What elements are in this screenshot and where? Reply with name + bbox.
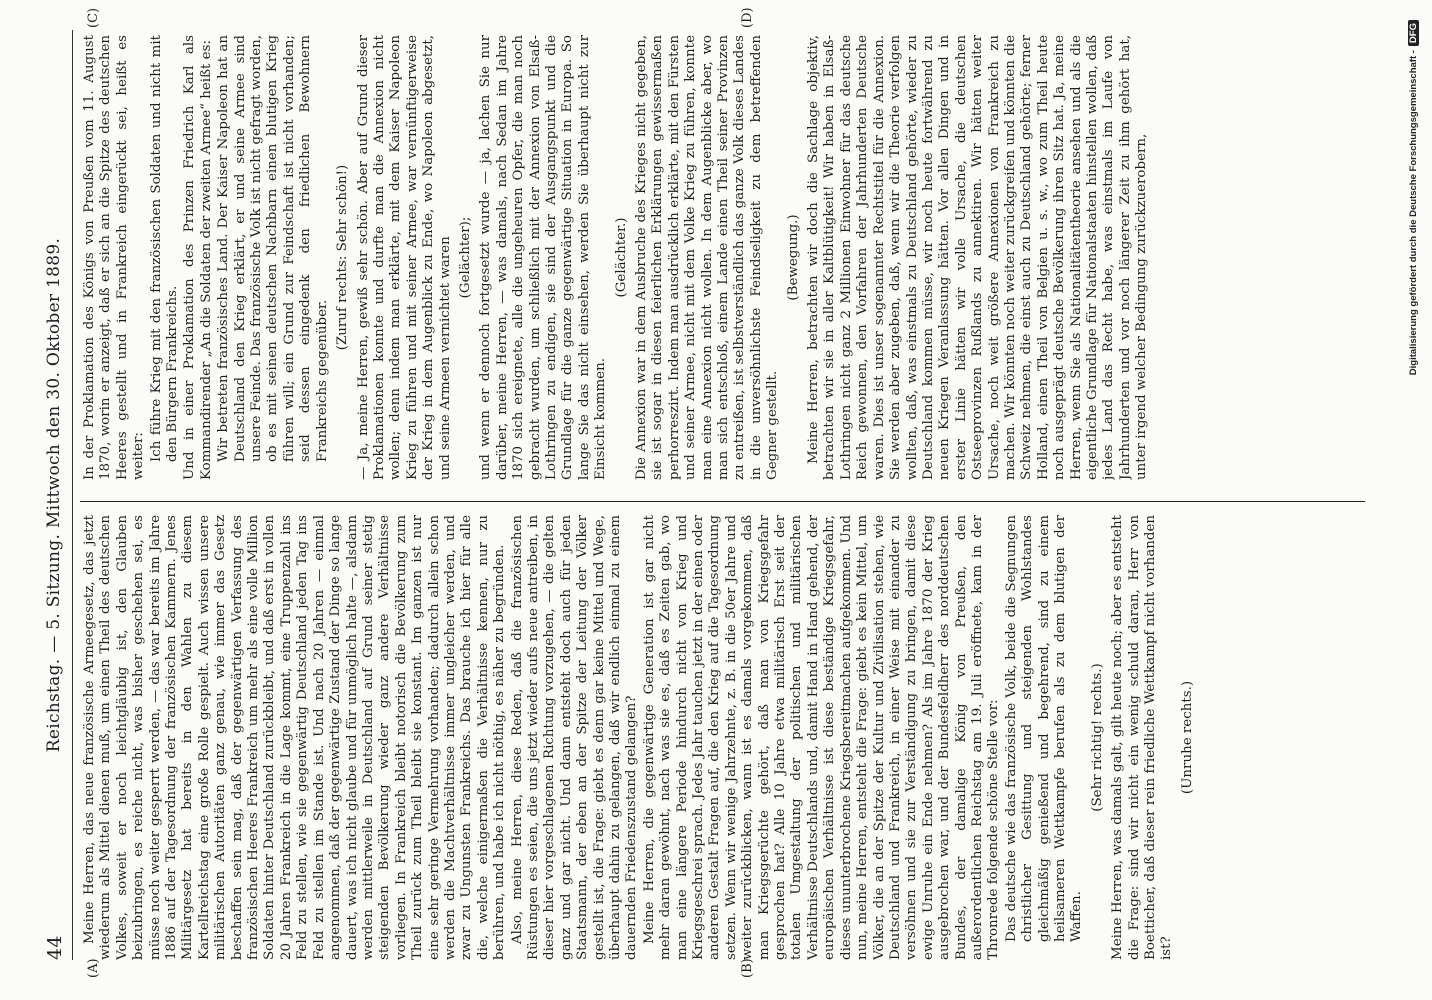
interjection: (Gelächter.) [613,217,629,298]
paragraph: Meine Herren, betrachten wir doch die Sachlage objektiv, betrachten wir sie in aller Kaltblütigkeit! Wir haben in Elsaß-Lothringen nicht ganz 2 Millionen Einwohner für das deutsche Reich gewonnen, den Vorfahren der Jahrhunderten Deutsche waren. Dies ist unser sogenannter Rechtstitel für die Annexion. Sie werden aber zugeben, daß, wenn wir die Theorie verfolgen wollten, daß, was einstmals zu Deutschland gehörte, wieder zu Deutschland kommen müsse, wir noch heute fortwährend zu neuen Kriegen Veranlassung hätten. Vor allen Dingen und in erster Linie hätten wir volle Ursache, die deutschen Ostseeprovinzen Rußlands zu annektiren. Wir hätten weiter Ursache, noch weit größere Annexionen von Frankreich zu machen. Wir könnten noch weiter zurückgreifen und könnten die Schweiz nehmen, die einst auch zu Deutschland gehörte; ferner Holland, einen Theil von Belgien u. s. w., wo zum Theil heute noch ausgeprägt deutsche Bevölkerung ihren Sitz hat. Ja, meine Herren, wenn Sie als Nationalitätentheorie ansehen und als die eigentliche Grundlage für Nationalstaaten hinstellen wollen, daß jedes Land das Recht habe, was einstmals im Laufe von Jahrhunderten und vor noch längerer Zeit zu ihm gehört hat, unter irgend welcher Bedingung zurückzuerobern, [806,35,1150,480]
paragraph: Die Annexion war in dem Ausbruche des Krieges nicht gegeben, sie ist sogar in diesen feierlichen Erklärungen gewissermaßen perhorreszirt. Indem man ausdrücklich erklärte, mit den Fürsten und seiner Armee, nicht mit dem Volke Krieg zu führen, konnte man eine Annexion nicht wollen. In dem Augenblicke aber, wo man sich entschloß, einem Lande einen Theil seiner Provinzen zu entreißen, ist selbstverständlich das ganze Volk dieses Landes in die unversöhnlichste Feindseligkeit zu dem betreffenden Gegner gestellt. [634,35,781,480]
paragraph: und wenn er dennoch fortgesetzt wurde — ja, lachen Sie nur darüber, meine Herren, — was damals, nach Sedan im Jahre 1870 sich ereignete, alle die ungeheuren Opfer, die man noch gebracht wurden, um schließlich mit der Annexion von Elsaß-Lothringen zu endigen, sie sind der Ausgangspunkt und die Grundlage für die ganze gegenwärtige Situation in Europa. So lange Sie das nicht einsehen, werden Sie überhaupt nicht zur Einsicht kommen. [478,35,609,480]
quotation: Das deutsche wie das französische Volk, beide die Segnungen christlicher Gesittung und steigenden Wohlstandes gleichmäßig genießend und begehrend, sind zu einem heilsameren Wettkampfe berufen als zu dem blutigen der Waffen. [1003,515,1085,942]
margin-marker-a: (A) [86,958,101,978]
paragraph: Meine Herren, was damals galt, gilt heute noch; aber es entsteht die Frage: sind wir nicht ein wenig schuld daran, Herr von Boetticher, daß dieser rein friedliche Wettkampf nicht vorhanden ist? [1110,515,1175,960]
interjection: (Unruhe rechts.) [1179,680,1195,795]
interjection: (Zuruf rechts: Sehr schön!) [335,164,351,351]
credit-text: Digitalisierung gefördert durch die Deutsche Forschungsgemeinschaft - [1408,50,1419,376]
column-divider [80,501,1365,502]
quotation: Ich führe Krieg mit den französischen Soldaten und nicht mit den Bürgern Frankreichs. [148,35,181,462]
paragraph: Und in einer Proklamation des Prinzen Friedrich Karl als Kommandirender „An die Soldaten der zweiten Armee“ heißt es: [182,35,214,480]
page-header [40,30,70,960]
paragraph: Meine Herren, die gegenwärtige Generation ist gar nicht mehr daran gewöhnt, nach was sie es, daß es Zeiten gab, wo man eine längere Periode hindurch nicht von Krieg und Kriegsgeschrei sprach. Jedes Jahr tauchen jetzt in der einen oder anderen Gestalt Fragen auf, die den Krieg auf die Tagesordnung setzen. Wenn wir wenige Jahrzehnte, z. B. in die 50er Jahre und weiter zurückblicken, wann ist es damals vorgekommen, daß man Kriegsgerüchte gehört, daß man von Kriegsgefahr gesprochen hat? Alle 10 Jahre etwa militärisch Erst seit der totalen Umgestaltung der politischen und militärischen Verhältnisse Deutschlands und, damit Hand in Hand gehend, der europäischen Verhältnisse ist diese beständige Kriegsgefahr, dieses ununterbrochene Kriegsbereitmachen aufgekommen. Und nun, meine Herren, entsteht die Frage: giebt es kein Mittel, um Völker, die an der Spitze der Kultur und Zivilisation stehen, wie Deutschland und Frankreich, in einer Weise mit einander zu versöhnen und sie zur Verständigung zu bringen, damit diese ewige Unruhe ein Ende nehmen? Als im Jahre 1870 der Krieg ausgebrochen war, und der Bundesfeldherr des norddeutschen Bundes, der damalige König von Preußen, den außerordentlichen Reichstag am 19. Juli eröffnete, kam in der Thronrede folgende schöne Stelle vor: [641,515,1002,960]
margin-marker-c: (C) [86,7,101,28]
paragraph: Meine Herren, das neue französische Armeegesetz, das jetzt wiederum als Mittel dienen muß, um einen Theil des deutschen Volkes, soweit er noch leichtgläubig ist, den Glauben beizubringen, es reiche nicht, was bisher geschehen sei, es müsse noch weiter gesperrt werden, — das war bereits im Jahre 1886 auf der Tagesordnung der französischen Kammern. Jenes Militärgesetz hat bereits in den Wahlen zu diesem Kartellreichstag eine große Rolle gespielt. Auch wissen unsere militärischen Autoritäten ganz genau, wie immer das Gesetz beschaffen sein mag, daß der gegenwärtigen Verfassung des französischen Heeres Frankreich um mehr als eine volle Million Soldaten hinter Deutschland zurückbleibt, und daß erst in vollen 20 Jahren Frankreich in die Lage kommt, eine Truppenzahl ins Feld zu stellen, wie sie gegenwärtig Deutschland jeden Tag ins Feld zu stellen im Stande ist. Und nach 20 Jahren — einmal angenommen, daß der gegenwärtige Zustand der Dinge so lange dauert, was ich nicht glaube und für unmöglich halte —, alsdann werden mittlerweile in Deutschland auf Grund seiner stetig steigenden Bevölkerung wieder ganz andere Verhältnisse vorliegen. In Frankreich bleibt notorisch die Bevölkerung zum Theil zurück zum Theil bleibt sie konstant. Im ganzen ist nur eine sehr geringe Vermehrung vorhanden; dadurch allein schon werden die Machtverhältnisse immer ungleicher werden, und zwar zu Ungunsten Frankreichs. Das brauche ich hier für alle die, welche einigermaßen die Verhältnisse kennen, nur zu berühren, und habe ich nicht nöthig, es näher zu begründen. [82,515,508,960]
digitization-credit [1408,20,1419,960]
page-number: 44 [44,935,66,960]
dfg-logo: DFG [1408,20,1419,46]
interjection: (Gelächter); [457,216,473,299]
paragraph: Also, meine Herren, diese Reden, daß die französischen Rüstungen es seien, die uns jetzt wieder aufs neue antreiben, in dieser hier vorgeschlagenen Richtung vorzugehen, — die gelten ganz und gar nicht. Und dann entsteht doch auch für jeden Staatsmann, der eben an der Spitze der Leitung der Völker gestellt ist, die Frage: giebt es denn gar keine Mittel und Wege, überhaupt dahin zu gelangen, daß wir endlich einmal zu einem dauernden Friedenszustand gelangen? [509,515,640,960]
paragraph: — Ja, meine Herren, gewiß sehr schön. Aber auf Grund dieser Proklamationen konnte und durfte man die Annexion nicht wollen; denn indem man erklärte, mit dem Kaiser Napoleon Krieg zu führen und mit seiner Armee, war vernünftigerweise der Krieg in dem Augenblick zu Ende, wo Napoleon abgesetzt, und seine Armeen vernichtet waren [355,35,453,480]
left-column [82,515,1367,960]
margin-marker-b: (B) [740,958,755,978]
interjection: (Sehr richtig! rechts.) [1089,663,1105,812]
margin-marker-d: (D) [740,7,755,28]
header-rule [72,30,73,960]
quotation: Wir betreten französisches Land. Der Kaiser Napoleon hat an Deutschland den Krieg erklärt, er und seine Armee sind unsere Feinde. Das französische Volk ist nicht gefragt worden, ob es mit seinen deutschen Nachbarn einen blutigen Krieg führen will; ein Grund zur Feindschaft ist nicht vorhanden; seid dessen eingedenk den friedlichen Bewohnern Frankreichs gegenüber. [216,35,330,462]
interjection: (Bewegung.) [785,214,801,301]
page-title: Reichstag. — 5. Sitzung. Mittwoch den 30. Oktober 1889. [44,237,64,753]
right-column [82,35,1367,480]
paragraph: In der Proklamation des Königs von Preußen vom 11. August 1870, worin er anzeigt, daß er sich an die Spitze des deutschen Heeres gestellt und in Frankreich eingerückt sei, heißt es weiter: [82,35,147,480]
